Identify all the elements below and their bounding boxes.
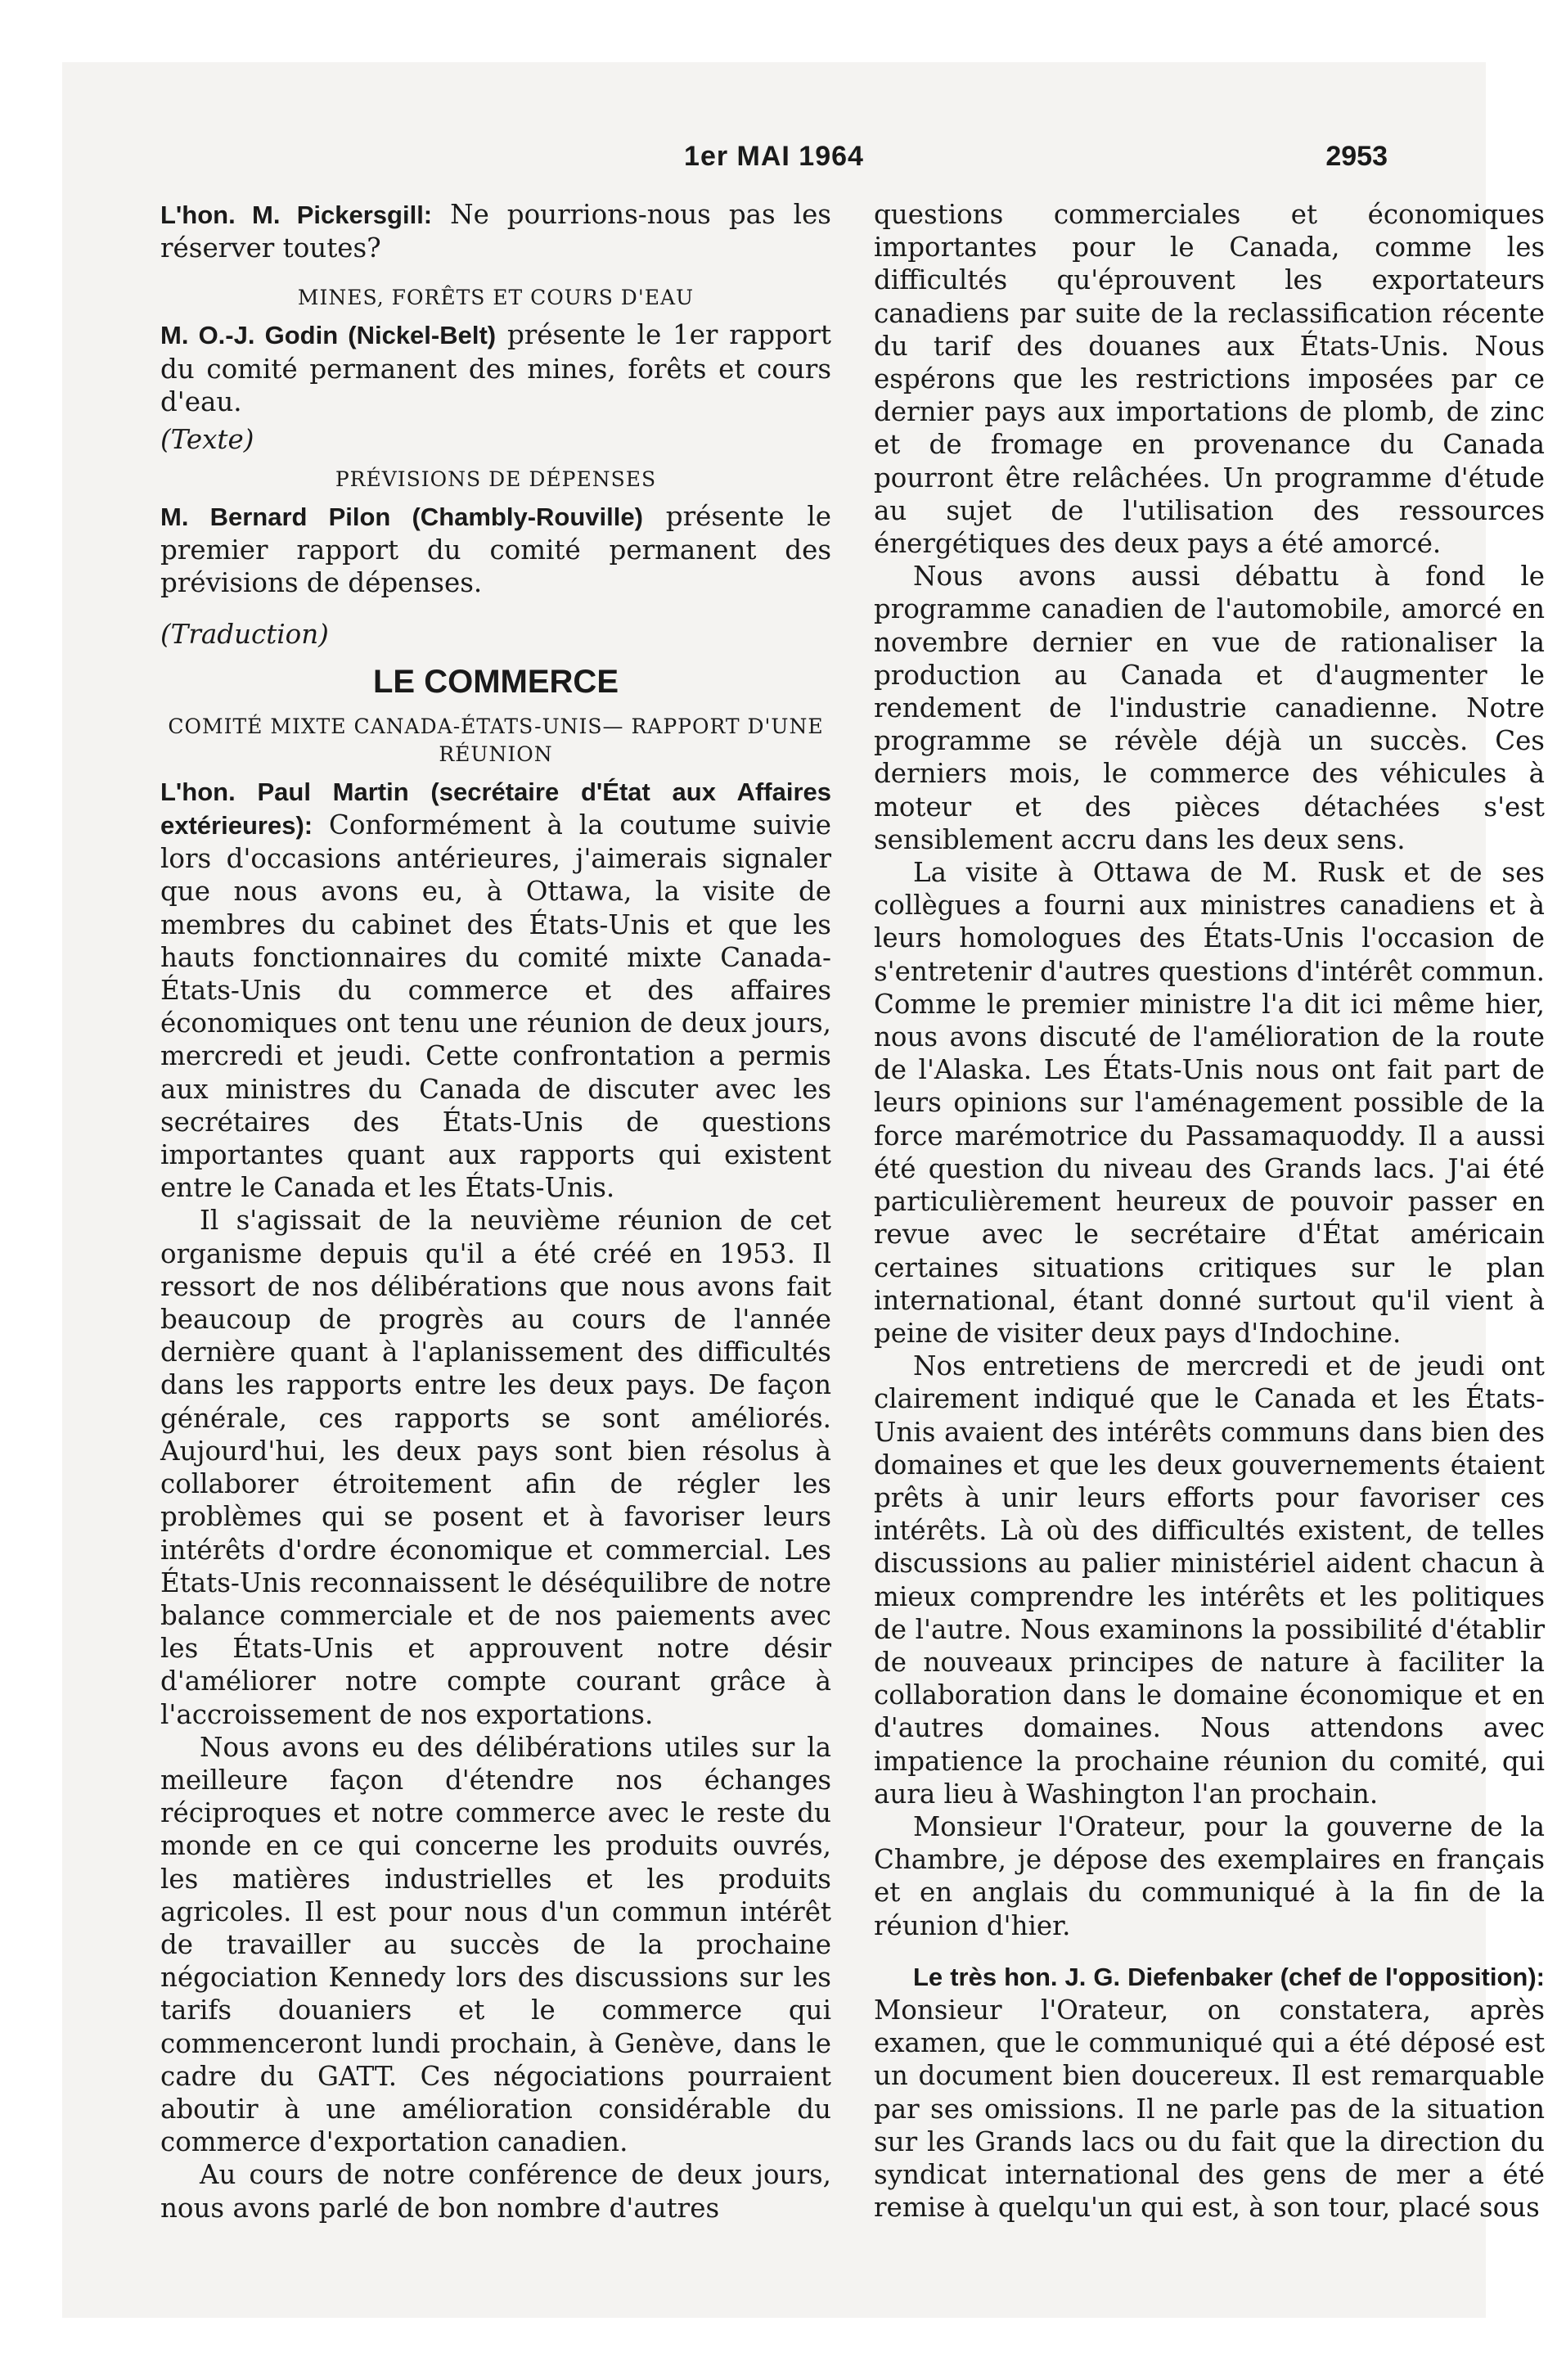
paragraph-text: Conformément à la coutume suivie lors d'occasions antérieures, j'aimerais signaler que nous avons eu, à Ottawa, la visite de membres du cabinet des États-Unis et que les hauts fonctionnaires du comité mixte Canada-États-Unis du commerce et des affaires économiques ont tenu une réunion de deux jours, mercredi et jeudi. Cette confrontation a permis aux ministres du Canada de discuter avec les secrétaires des États-Unis de questions importantes quant aux rapports qui existent entre le Canada et les États-Unis. [160, 809, 831, 1204]
subheading-comite-mixte: COMITÉ MIXTE CANADA-ÉTATS-UNIS— RAPPORT D'UNE RÉUNION [168, 714, 824, 766]
paragraph-text: présente le 1er rapport du comité permanent des mines, forêts et cours d'eau. [160, 319, 831, 417]
paragraph-deliberations: Nous avons eu des délibérations utiles sur la meilleure façon d'étendre nos échanges réciproques et notre commerce avec le reste du monde en ce qui concerne les produits ouvrés, les matières industrielles et les produits agricoles. Il est pour nous d'un commun intérêt de travailler au succès de la prochaine négociation Kennedy lors des discussions sur les tarifs douaniers et le commerce qui commenceront lundi prochain, à Genève, dans le cadre du GATT. Ces négociations pourraient aboutir à une amélioration considérable du commerce d'exportation canadien. [160, 1731, 831, 2158]
paragraph-questions-commerciales: questions commerciales et économiques importantes pour le Canada, comme les difficultés qu'éprouvent les exportateurs canadiens par suite de la reclassification récente du tarif des douanes aux États-Unis. Nous espérons que les restrictions imposées par ce dernier pays aux importations de plomb, de zinc et de fromage en provenance du Canada pourront être relâchées. Un programme d'étude au sujet de l'utilisation des ressources énergétiques des deux pays a été amorcé. [874, 199, 1545, 560]
paragraph-pilon [160, 500, 831, 600]
section-heading-commerce: LE COMMERCE [373, 663, 619, 700]
speaker-name: L'hon. M. Pickersgill: [160, 201, 433, 229]
paragraph-text: Ne pourrions-nous pas les réserver toutes? [160, 199, 831, 264]
speaker-name: Le très hon. J. G. Diefenbaker (chef de l'opposition): [913, 1962, 1545, 1991]
paragraph-conference: Au cours de notre conférence de deux jours, nous avons parlé de bon nombre d'autres [160, 2159, 831, 2224]
paragraph-neuvieme-reunion: Il s'agissait de la neuvième réunion de cet organisme depuis qu'il a été créé en 1953. Il ressort de nos délibérations que nous avons fait beaucoup de progrès au cours de l'année dernière quant à l'aplanissement des difficultés dans les rapports entre les deux pays. De façon générale, ces rapports se sont améliorés. Aujourd'hui, les deux pays sont bien résolus à collaborer étroitement afin de régler les problèmes qui se posent et à favoriser leurs intérêts d'ordre économique et commercial. Les États-Unis reconnaissent le déséquilibre de notre balance commerciale et de nos paiements avec les États-Unis et approuvent notre désir d'améliorer notre compte courant grâce à l'accroissement de nos exportations. [160, 1205, 831, 1730]
paragraph-text: présente le premier rapport du comité permanent des prévisions de dépenses. [160, 501, 831, 599]
paragraph-entretiens: Nos entretiens de mercredi et de jeudi ont clairement indiqué que le Canada et les États-Unis avaient des intérêts communs dans bien des domaines et que les deux gouvernements étaient prêts à unir leurs efforts pour favoriser ces intérêts. Là où des difficultés existent, de telles discussions au palier ministériel aident chacun à mieux comprendre les intérêts et les politiques de l'autre. Nous examinons la possibilité d'établir de nouveaux principes de nature à faciliter la collaboration dans le domaine économique et en d'autres domaines. Nous attendons avec impatience la prochaine réunion du comité, qui aura lieu à Washington l'an prochain. [874, 1350, 1545, 1810]
speaker-name: L'hon. Paul Martin (secrétaire d'État aux Affaires extérieures): [160, 777, 831, 841]
header-date: 1er MAI 1964 [684, 141, 864, 172]
paragraph-depot-communique: Monsieur l'Orateur, pour la gouverne de la Chambre, je dépose des exemplaires en français et en anglais du communiqué à la fin de la réunion d'hier. [874, 1810, 1545, 1941]
page-number: 2953 [1325, 141, 1388, 172]
speaker-name: M. Bernard Pilon (Chambly-Rouville) [160, 503, 643, 532]
right-column [874, 198, 1545, 2224]
paragraph-pickersgill [160, 198, 831, 264]
page [62, 62, 1545, 2318]
paragraph-visite-rusk: La visite à Ottawa de M. Rusk et de ses collègues a fourni aux ministres canadiens et à leurs homologues des États-Unis l'occasion de s'entretenir d'autres questions d'intérêt commun. Comme le premier ministre l'a dit ici même hier, nous avons discuté de l'amélioration de la route de l'Alaska. Les États-Unis nous ont fait part de leurs opinions sur l'aménagement possible de la force marémotrice du Passamaquoddy. Il a aussi été question du niveau des Grands lacs. J'ai été particulièrement heureux de pouvoir passer en revue avec le secrétaire d'État américain certaines situations critiques sur le plan international, étant donné surtout qu'il vient à peine de visiter deux pays d'Indochine. [874, 857, 1545, 1349]
speaker-name: M. O.-J. Godin (Nickel-Belt) [160, 321, 497, 350]
paragraph-automobile: Nous avons aussi débattu à fond le programme canadien de l'automobile, amorcé en novembre dernier en vue de rationaliser la production au Canada et d'augmenter le rendement de l'industrie canadienne. Notre programme se révèle déjà un succès. Ces derniers mois, le commerce des véhicules à moteur et des pièces détachées s'est sensiblement accru dans les deux sens. [874, 561, 1545, 855]
texte-row [160, 423, 831, 458]
paragraph-diefenbaker [874, 1960, 1545, 2224]
page-header [160, 141, 1388, 190]
left-column [160, 198, 831, 2224]
paragraph-martin [160, 775, 831, 1205]
texte-label: (Texte) [160, 424, 254, 456]
section-heading-previsions: PRÉVISIONS DE DÉPENSES [335, 467, 657, 492]
traduction-label: (Traduction) [160, 618, 329, 650]
paragraph-godin [160, 318, 831, 418]
section-heading-mines: MINES, FORÊTS ET COURS D'EAU [297, 286, 695, 310]
paragraph-text: Monsieur l'Orateur, on constatera, après examen, que le communiqué qui a été déposé est un document bien doucereux. Il est remarquable par ses omissions. Il ne parle pas de la situation sur les Grands lacs ou du fait que la direction du syndicat international des gens de mer a été remise à quelqu'un qui est, à son tour, placé sous [874, 1994, 1545, 2224]
